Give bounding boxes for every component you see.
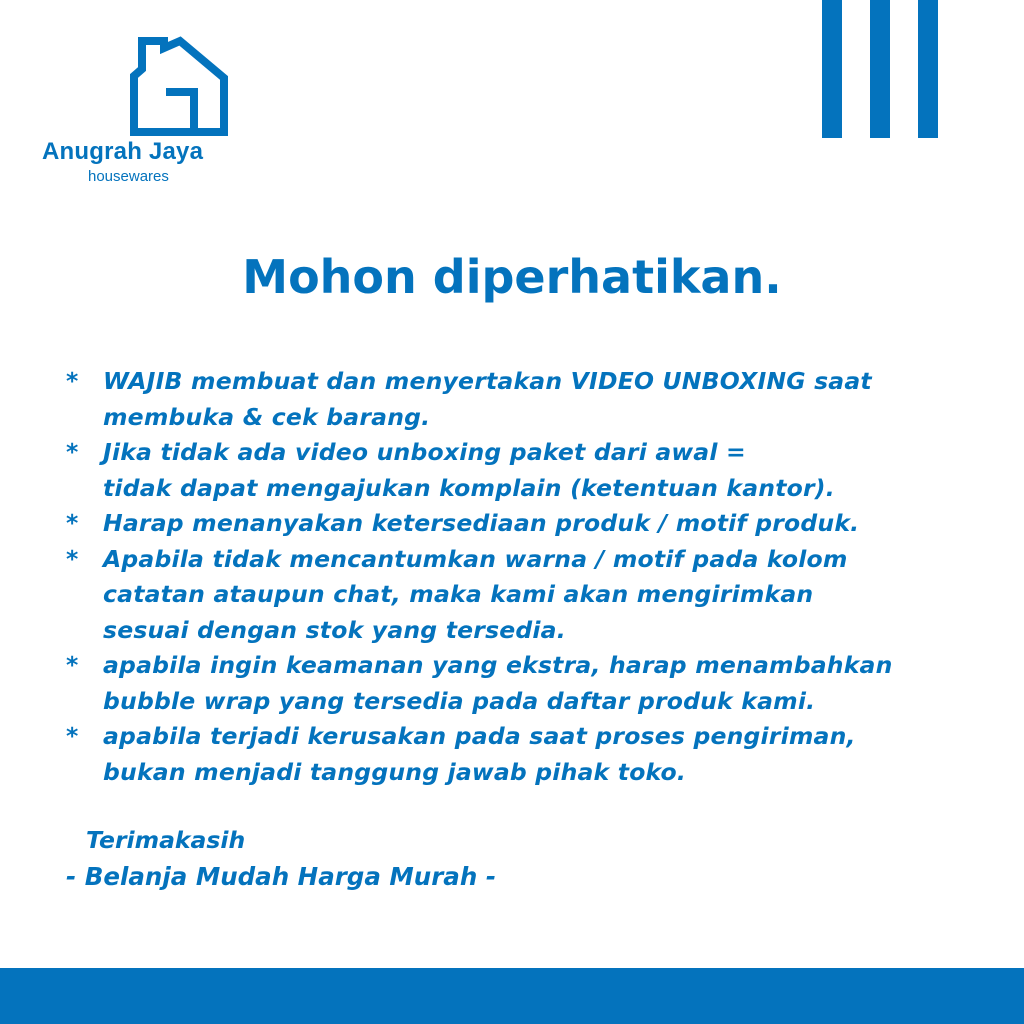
note-item [66, 435, 1006, 506]
note-item [66, 364, 1006, 435]
bullet-icon: * [66, 722, 79, 750]
bullet-icon: * [66, 651, 79, 679]
brand-name: Anugrah Jaya [42, 138, 204, 165]
note-item [66, 719, 1006, 790]
bullet-icon: * [66, 509, 79, 537]
note-line: Harap menanyakan ketersediaan produk / motif produk. [103, 509, 860, 537]
note-item [66, 648, 1006, 719]
note-item [66, 542, 1006, 649]
decorative-bar [870, 0, 890, 138]
note-line: catatan ataupun chat, maka kami akan mengirimkan [103, 580, 814, 608]
note-line: bukan menjadi tanggung jawab pihak toko. [103, 757, 687, 786]
note-line: Apabila tidak mencantumkan warna / motif pada kolom [103, 544, 848, 573]
note-line: WAJIB membuat dan menyertakan VIDEO UNBOXING saat [103, 367, 872, 395]
note-line: apabila terjadi kerusakan pada saat proses pengiriman, [103, 722, 856, 750]
note-line: bubble wrap yang tersedia pada daftar produk kami. [103, 686, 816, 715]
thanks-text: Terimakasih [86, 826, 246, 854]
note-item [66, 506, 1006, 542]
bullet-icon: * [66, 438, 79, 466]
brand-tagline: housewares [88, 168, 169, 185]
bullet-icon: * [66, 367, 79, 395]
note-line: sesuai dengan stok yang tersedia. [103, 615, 566, 644]
decorative-bar [822, 0, 842, 138]
note-line: Jika tidak ada video unboxing paket dari awal = [103, 438, 746, 466]
note-line: tidak dapat mengajukan komplain (ketentuan kantor). [103, 473, 835, 502]
page-title: Mohon diperhatikan. [242, 250, 782, 304]
note-line: apabila ingin keamanan yang ekstra, harap menambahkan [103, 651, 893, 679]
bullet-icon: * [66, 544, 79, 573]
decorative-bar [918, 0, 938, 138]
slogan-text: - Belanja Mudah Harga Murah - [66, 862, 496, 891]
notes-list [66, 364, 1006, 790]
footer-bar [0, 968, 1024, 1024]
note-line: membuka & cek barang. [103, 402, 431, 431]
house-logo-icon [128, 36, 228, 136]
